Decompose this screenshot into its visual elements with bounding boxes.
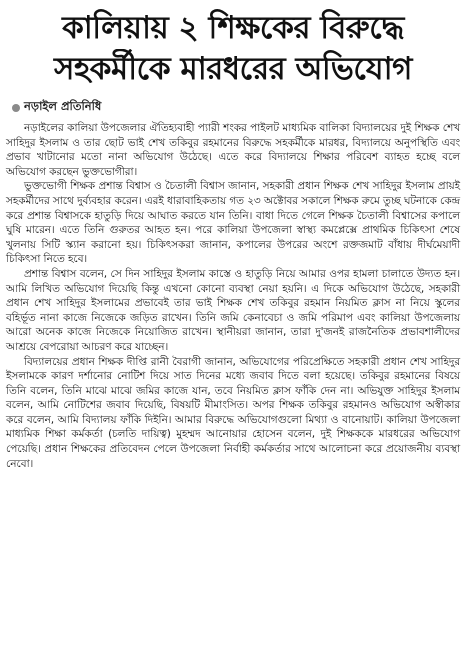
paragraph: প্রশান্ত বিশ্বাস বলেন, সে দিন সাহিদুর ইসলাম কাস্তে ও হাতুড়ি নিয়ে আমার ওপর হামলা চালাতে উদ্যত হন। আমি লিখিত অভিযোগ দিয়েছি কিন্তু এখনো কোনো ব্যবস্থা নেয়া হয়নি। এ দিকে অভিযোগ উঠেছে, সহকারী প্রধান শেখ সাহিদুর ইসলামের প্রভাবেই তার ভাই শিক্ষক শেখ তকিবুর রহমান নিয়মিত ক্লাস না নিয়ে স্কুলের বহির্ভূত নানা কাজে নিজেকে জড়িত রাখেন। তিনি জমি কেনাবেচা ও জমি পরিমাপ এবং কালিয়া উপজেলায় আরো অনেক কাজে নিজেকে নিয়োজিত রাখেন। স্থানীয়রা জানান, তারা দু'জনই রাজনৈতিক প্রভাবশালীদের আশ্রয়ে বেপরোয়া আচরণ করে যাচ্ছেন। xyxy=(6,267,460,353)
byline-text: নড়াইল প্রতিনিধি xyxy=(24,99,102,113)
headline-line-2: সহকর্মীকে মারধরের অভিযোগ xyxy=(54,51,412,87)
bullet-icon xyxy=(12,104,20,112)
headline-line-1: কালিয়ায় ২ শিক্ষকের বিরুদ্ধে xyxy=(62,10,404,46)
headline xyxy=(6,8,460,90)
article-body xyxy=(6,121,460,471)
paragraph: ভুক্তভোগী শিক্ষক প্রশান্ত বিশ্বাস ও চৈতালী বিশ্বাস জানান, সহকারী প্রধান শিক্ষক শেখ সাহিদুর ইসলাম প্রায়ই সহকর্মীদের সাথে দুর্ব্যবহার করেন। এরই ধারাবাহিকতায় গত ২৩ অক্টোবর সকালে শিক্ষক রুমে তুচ্ছ ঘটনাকে কেন্দ্র করে প্রশান্ত বিশ্বাসকে হাতুড়ি দিয়ে আঘাত করতে যান তিনি। বাধা দিতে গেলে শিক্ষক চৈতালী বিশ্বাসের কপালে ঘুষি মারেন। এতে তিনি গুরুতর আহত হন। পরে কালিয়া উপজেলা স্বাস্থ্য কমপ্লেক্সে প্রাথমিক চিকিৎসা শেষে খুলনায় সিটি স্ক্যান করানো হয়। চিকিৎসকরা জানান, কপালের উপরের অংশে রক্তজমাট বাঁধায় দীর্ঘমেয়াদী চিকিৎসা নিতে হবে। xyxy=(6,180,460,266)
paragraph: নড়াইলের কালিয়া উপজেলার ঐতিহ্যবাহী প্যারী শংকর পাইলট মাধ্যমিক বালিকা বিদ্যালয়ের দুই শিক্ষক শেখ সাহিদুর ইসলাম ও তার ছোট ভাই শেখ তকিবুর রহমানের বিরুদ্ধে সহকর্মীকে মারধর, বিদ্যালয়ে অনুপস্থিতি এবং প্রভাব খাটানোর মতো নানা অভিযোগ উঠেছে। এতে করে বিদ্যালয়ে শিক্ষার পরিবেশ ব্যাহত হচ্ছে বলে অভিযোগ করছেন ভুক্তভোগীরা। xyxy=(6,122,460,178)
paragraph: বিদ্যালয়ের প্রধান শিক্ষক দীপ্তি রানী বৈরাগী জানান, অভিযোগের পরিপ্রেক্ষিতে সহকারী প্রধান শেখ সাহিদুর ইসলামকে কারণ দর্শানোর নোটিশ দিয়ে সাত দিনের মধ্যে জবাব দিতে বলা হয়েছে। তকিবুর রহমানের বিষয়ে তিনি বলেন, তিনি মাঝে মাঝে জমির কাজে যান, তবে নিয়মিত ক্লাস ফাঁকি দেন না। অভিযুক্ত সাহিদুর ইসলাম বলেন, আমি নোটিশের জবাব দিয়েছি, বিষয়টি মীমাংসিত। অপর শিক্ষক তকিবুর রহমানও অভিযোগ অস্বীকার করে বলেন, আমি বিদ্যালয় ফাঁকি দিইনি। আমার বিরুদ্ধে অভিযোগগুলো মিথ্যা ও বানোয়াট। কালিয়া উপজেলা মাধ্যমিক শিক্ষা কর্মকর্তা (চলতি দায়িত্ব) মুহম্মদ আনোয়ার হোসেন বলেন, দুই শিক্ষককে মারধরের অভিযোগ পেয়েছি। প্রধান শিক্ষকের প্রতিবেদন পেলে উপজেলা নির্বাহী কর্মকর্তার সাথে আলোচনা করে প্রয়োজনীয় ব্যবস্থা নেবো। xyxy=(6,355,460,470)
byline xyxy=(12,98,460,117)
